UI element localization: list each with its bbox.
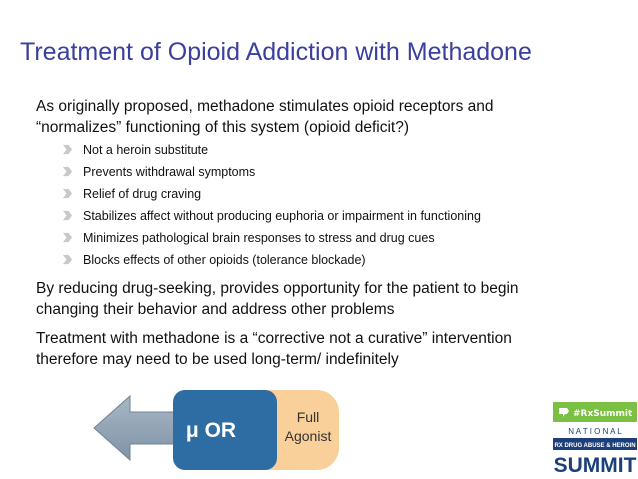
badge-hashtag: #RxSummit bbox=[573, 409, 633, 419]
list-item bbox=[62, 229, 481, 251]
bullet-text: Relief of drug craving bbox=[83, 187, 202, 201]
drug-seeking-paragraph bbox=[36, 278, 626, 320]
arrow-bullet-icon bbox=[62, 144, 73, 155]
receptor-diagram bbox=[93, 382, 353, 478]
long-term-paragraph bbox=[36, 328, 626, 370]
bullet-text: Not a heroin substitute bbox=[83, 143, 209, 157]
para2-line-1: By reducing drug-seeking, provides opportunity for the patient to begin bbox=[36, 280, 519, 297]
list-item bbox=[62, 163, 481, 185]
intro-line-1: As originally proposed, methadone stimulates opioid receptors and bbox=[36, 98, 494, 115]
badge-national: N A T I O N A L bbox=[568, 427, 622, 436]
list-item bbox=[62, 207, 481, 229]
bullet-text: Minimizes pathological brain responses to stress and drug cues bbox=[83, 231, 435, 245]
arrow-bullet-icon bbox=[62, 166, 73, 177]
badge-subtitle: RX DRUG ABUSE & HEROIN bbox=[554, 443, 636, 449]
list-item bbox=[62, 251, 481, 273]
arrow-bullet-icon bbox=[62, 232, 73, 243]
arrow-bullet-icon bbox=[62, 254, 73, 265]
arrow-bullet-icon bbox=[62, 210, 73, 221]
para3-line-1: Treatment with methadone is a “corrective not a curative” intervention bbox=[36, 330, 512, 347]
agonist-label-line-1: Full bbox=[296, 409, 320, 425]
list-item bbox=[62, 185, 481, 207]
arrow-bullet-icon bbox=[62, 188, 73, 199]
para3-line-2: therefore may need to be used long-term/ indefinitely bbox=[36, 351, 399, 368]
receptor-label: μ OR bbox=[185, 419, 237, 442]
agonist-label-line-2: Agonist bbox=[284, 428, 332, 444]
bullet-text: Prevents withdrawal symptoms bbox=[83, 165, 256, 179]
bullet-text: Blocks effects of other opioids (tolerance blockade) bbox=[83, 253, 366, 267]
list-item bbox=[62, 141, 481, 163]
slide-title: Treatment of Opioid Addiction with Methadone bbox=[20, 38, 532, 66]
badge-summit: SUMMIT bbox=[553, 454, 637, 476]
intro-paragraph bbox=[36, 96, 626, 138]
bullet-list bbox=[62, 141, 481, 273]
para2-line-2: changing their behavior and address other problems bbox=[36, 301, 395, 318]
bullet-text: Stabilizes affect without producing euphoria or impairment in functioning bbox=[83, 209, 481, 223]
intro-line-2: “normalizes” functioning of this system (opioid deficit?) bbox=[36, 119, 410, 136]
summit-logo bbox=[553, 402, 637, 476]
left-arrow-icon bbox=[94, 396, 177, 460]
